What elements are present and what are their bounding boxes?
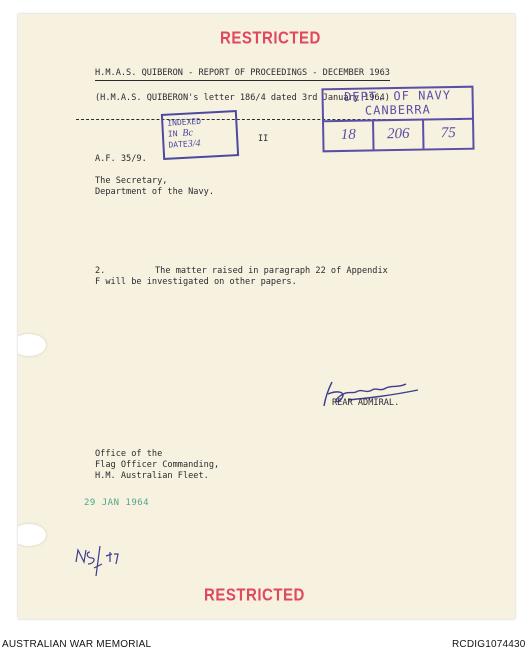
addressee-line1: The Secretary, — [95, 176, 168, 186]
indexed-stamp-date: 3/4 — [187, 137, 201, 150]
stamp-navy-line1: DEPT. OF NAVY — [344, 88, 452, 104]
stamp-navy-line2: CANBERRA — [364, 102, 431, 118]
signature-icon — [318, 376, 428, 416]
document-title: H.M.A.S. QUIBERON - REPORT OF PROCEEDINGS - DECEMBER 1963 — [95, 68, 390, 81]
reference-line: (H.M.A.S. QUIBERON's letter 186/4 dated 3rd January 1964) — [95, 93, 390, 103]
addressee-line2: Department of the Navy. — [95, 187, 214, 197]
restricted-header: RESTRICTED — [220, 28, 321, 49]
office-line2: Flag Officer Commanding, — [95, 460, 220, 470]
indexed-stamp-initials: Bc — [182, 127, 194, 139]
handwritten-note-icon — [72, 542, 132, 582]
archive-credit: AUSTRALIAN WAR MEMORIAL — [2, 639, 152, 650]
paragraph-line1: The matter raised in paragraph 22 of Appendix — [155, 266, 388, 276]
date-stamp: 29 JAN 1964 — [84, 498, 150, 508]
file-reference: A.F. 35/9. — [95, 154, 147, 164]
indexed-stamp-line3-row — [168, 136, 232, 150]
indexed-stamp-line2: IN — [167, 129, 178, 139]
roman-numeral: II — [258, 134, 269, 144]
paragraph-number: 2. — [95, 266, 106, 276]
restricted-footer: RESTRICTED — [204, 585, 305, 606]
signatory-title: REAR ADMIRAL. — [332, 398, 400, 408]
indexed-stamp — [161, 110, 239, 160]
paragraph-line2: F will be investigated on other papers. — [95, 277, 297, 287]
stamp-navy-cell: 75 — [440, 124, 456, 142]
indexed-stamp-line1: INDEXED — [167, 116, 202, 128]
office-line1: Office of the — [95, 449, 163, 459]
stamp-navy-cell: 18 — [324, 121, 374, 150]
archive-id: RCDIG1074430 — [452, 639, 526, 650]
stamp-navy-cell: 206 — [374, 121, 424, 150]
office-line3: H.M. Australian Fleet. — [95, 471, 209, 481]
punch-hole — [18, 334, 46, 356]
dept-navy-stamp — [321, 86, 474, 153]
indexed-stamp-line3: DATE — [168, 139, 188, 150]
stamp-navy-grid — [324, 118, 473, 151]
punch-hole — [18, 524, 46, 546]
